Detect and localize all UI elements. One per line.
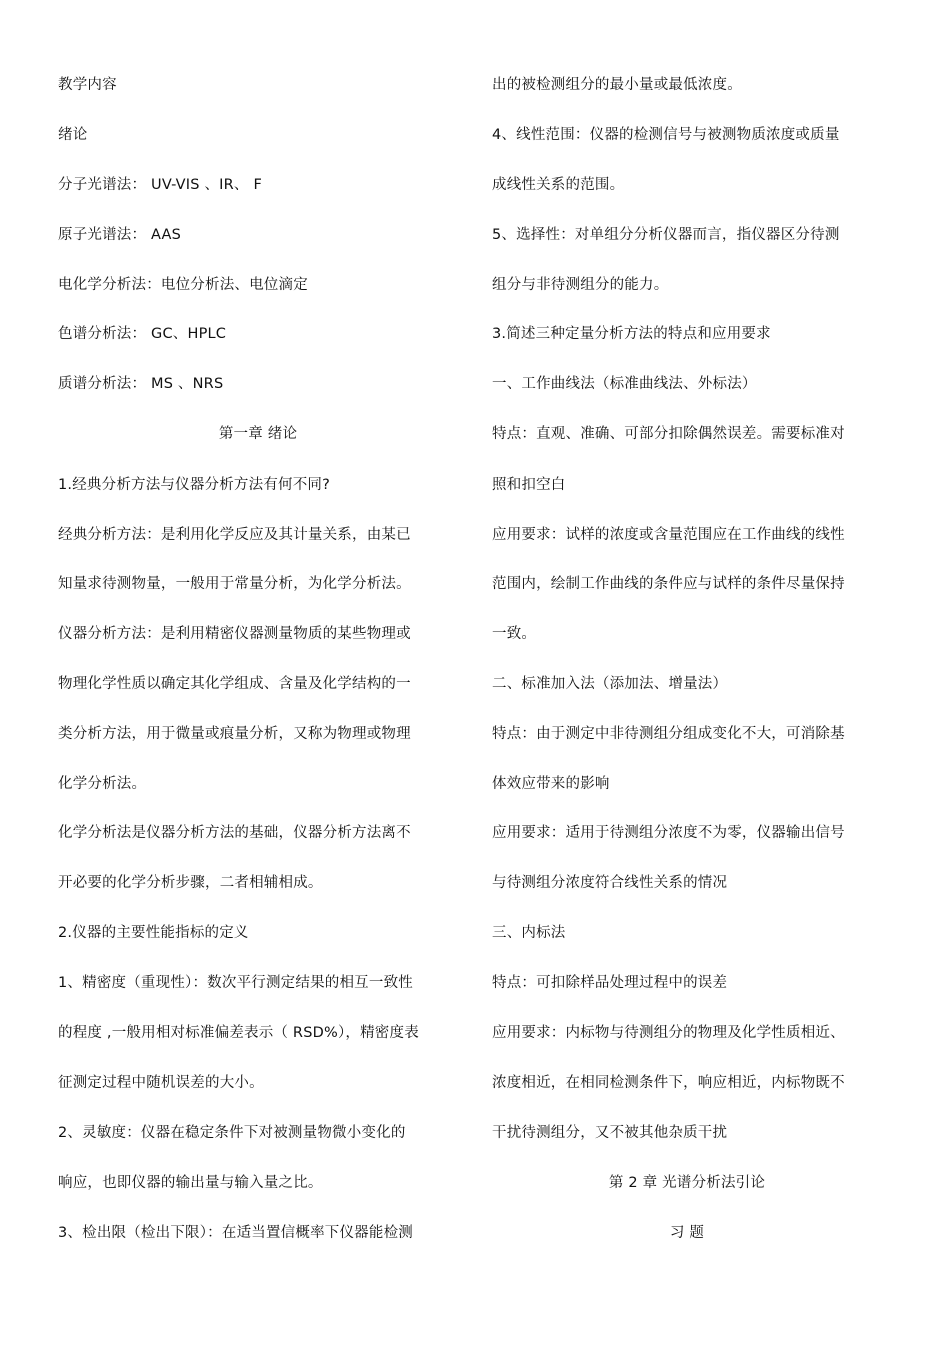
question-1: 1.经典分析方法与仪器分析方法有何不同?: [58, 477, 331, 493]
text-line: 经典分析方法：是利用化学反应及其计量关系，由某已: [58, 527, 411, 543]
text-line: 质谱分析法： MS 、NRS: [58, 376, 224, 392]
text-line: 体效应带来的影响: [492, 776, 610, 792]
text-line: 分子光谱法： UV-VIS 、IR、 F: [58, 177, 262, 193]
text-line: 仪器分析方法：是利用精密仪器测量物质的某些物理或: [58, 626, 411, 642]
text-line: 3、检出限（检出下限）：在适当置信概率下仪器能检测: [58, 1225, 413, 1241]
section-heading: 一、工作曲线法（标准曲线法、外标法）: [492, 376, 757, 392]
chapter-2-title: 第 2 章 光谱分析法引论: [608, 1175, 766, 1191]
question-3: 3.简述三种定量分析方法的特点和应用要求: [492, 326, 771, 342]
text-line: 原子光谱法： AAS: [58, 227, 182, 243]
text-line: 化学分析法。: [58, 776, 147, 792]
text-line: 开必要的化学分析步骤，二者相辅相成。: [58, 875, 323, 891]
text-line: 特点：直观、准确、可部分扣除偶然误差。需要标准对: [492, 426, 845, 442]
text-line: 特点：由于测定中非待测组分组成变化不大，可消除基: [492, 726, 845, 742]
text-line: 化学分析法是仪器分析方法的基础，仪器分析方法离不: [58, 825, 411, 841]
text-line: 与待测组分浓度符合线性关系的情况: [492, 875, 728, 891]
text-line: 成线性关系的范围。: [492, 177, 625, 193]
text-line: 的程度 ,一般用相对标准偏差表示（ RSD%），精密度表: [58, 1025, 419, 1041]
section-heading: 三、内标法: [492, 925, 566, 941]
text-line: 一致。: [492, 626, 537, 642]
text-line: 知量求待测物量，一般用于常量分析，为化学分析法。: [58, 576, 411, 592]
heading-teaching-content: 教学内容: [58, 77, 117, 93]
text-line: 征测定过程中随机误差的大小。: [58, 1075, 264, 1091]
text-line: 组分与非待测组分的能力。: [492, 277, 669, 293]
question-2: 2.仪器的主要性能指标的定义: [58, 925, 249, 941]
text-line: 物理化学性质以确定其化学组成、含量及化学结构的一: [58, 676, 411, 692]
text-line: 电化学分析法：电位分析法、电位滴定: [58, 277, 308, 293]
text-line: 特点：可扣除样品处理过程中的误差: [492, 975, 728, 991]
text-line: 干扰待测组分，又不被其他杂质干扰: [492, 1125, 728, 1141]
heading-introduction: 绪论: [58, 127, 88, 143]
section-heading: 二、标准加入法（添加法、增量法）: [492, 676, 728, 692]
text-line: 类分析方法，用于微量或痕量分析，又称为物理或物理: [58, 726, 411, 742]
text-line: 2、灵敏度：仪器在稳定条件下对被测量物微小变化的: [58, 1125, 406, 1141]
text-line: 应用要求：试样的浓度或含量范围应在工作曲线的线性: [492, 527, 845, 543]
text-line: 响应，也即仪器的输出量与输入量之比。: [58, 1175, 323, 1191]
text-line: 色谱分析法： GC、HPLC: [58, 326, 227, 342]
text-line: 应用要求：内标物与待测组分的物理及化学性质相近、: [492, 1025, 845, 1041]
text-line: 4、线性范围：仪器的检测信号与被测物质浓度或质量: [492, 127, 840, 143]
text-line: 照和扣空白: [492, 477, 566, 493]
text-line: 应用要求：适用于待测组分浓度不为零，仪器输出信号: [492, 825, 845, 841]
text-line: 出的被检测组分的最小量或最低浓度。: [492, 77, 742, 93]
text-line: 1、精密度（重现性）：数次平行测定结果的相互一致性: [58, 975, 413, 991]
text-line: 浓度相近，在相同检测条件下，响应相近，内标物既不: [492, 1075, 845, 1091]
text-line: 5、选择性：对单组分分析仪器而言，指仪器区分待测: [492, 227, 840, 243]
exercises-heading: 习 题: [669, 1225, 705, 1241]
text-line: 范围内，绘制工作曲线的条件应与试样的条件尽量保持: [492, 576, 845, 592]
chapter-1-title: 第一章 绪论: [218, 426, 298, 442]
